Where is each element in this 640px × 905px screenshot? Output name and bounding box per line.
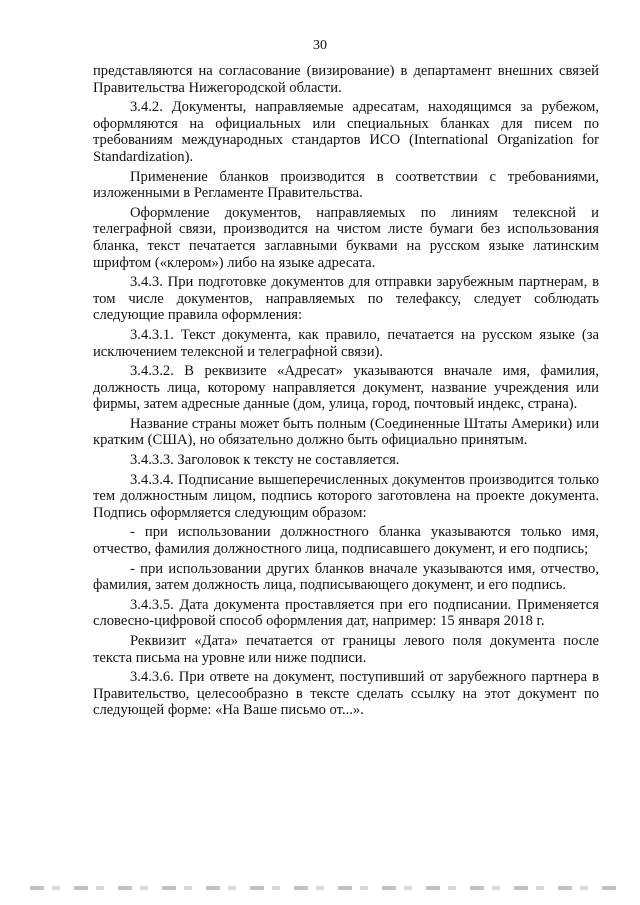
page-number: 30 [313,38,327,53]
scan-edge-artifact [30,886,620,890]
paragraph-3-4-2: 3.4.2. Документы, направляемые адресатам, находящимся за рубежом, оформляются на официальных или специальных бланках для писем по требованиям международных стандартов ИСО (International Organization for Standardization). [93,99,599,165]
paragraph-3-4-3-2: 3.4.3.2. В реквизите «Адресат» указываются вначале имя, фамилия, должность лица, которому направляется документ, название учреждения или фирмы, затем адресные данные (дом, улица, город, почтовый индекс, страна). [93,363,599,413]
paragraph-3-4-3-5: 3.4.3.5. Дата документа проставляется при его подписании. Применяется словесно-цифровой способ оформления дат, например: 15 января 2018 г. [93,596,599,630]
paragraph-3-4-3-1: 3.4.3.1. Текст документа, как правило, печатается на русском языке (за исключением телексной и телеграфной связи). [93,326,599,360]
paragraph-continuation: представляются на согласование (визирование) в департамент внешних связей Правительства Нижегородской области. [93,63,599,96]
paragraph-3-4-3-4: 3.4.3.4. Подписание вышеперечисленных документов производится только тем должностным лицом, подпись которого заготовлена на проекте документа. Подпись оформляется следующим образом: [93,471,599,521]
paragraph-telex-formatting: Оформление документов, направляемых по линиям телексной и телеграфной связи, производится на чистом листе бумаги без использования бланка, текст печатается заглавными буквами на русском языке латинским шрифтом («клером») либо на языке адресата. [93,204,599,271]
paragraph-list-item-official-blank: - при использовании должностного бланка указываются только имя, отчество, фамилия должностного лица, подписавшего документ, и его подпись; [93,524,599,558]
paragraph-list-item-other-blanks: - при использовании других бланков вначале указываются имя, отчество, фамилия, затем должность лица, подписывающего документ, и его подпись. [93,560,599,594]
paragraph-date-requisite: Реквизит «Дата» печатается от границы левого поля документа после текста письма на уровне или ниже подписи. [93,633,599,666]
paragraph-3-4-3: 3.4.3. При подготовке документов для отправки зарубежным партнерам, в том числе документов, направляемых по телефаксу, следует соблюдать следующие правила оформления: [93,274,599,324]
paragraph-blank-usage: Применение бланков производится в соответствии с требованиями, изложенными в Регламенте Правительства. [93,168,599,202]
paragraph-3-4-3-3: 3.4.3.3. Заголовок к тексту не составляется. [130,452,400,469]
paragraph-3-4-3-6: 3.4.3.6. При ответе на документ, поступивший от зарубежного партнера в Правительство, целесообразно в тексте сделать ссылку на этот документ по следующей форме: «На Ваше письмо от...». [93,669,599,719]
paragraph-country-name: Название страны может быть полным (Соединенные Штаты Америки) или кратким (США), но обязательно должно быть официально принятым. [93,415,599,449]
document-body [93,63,599,722]
